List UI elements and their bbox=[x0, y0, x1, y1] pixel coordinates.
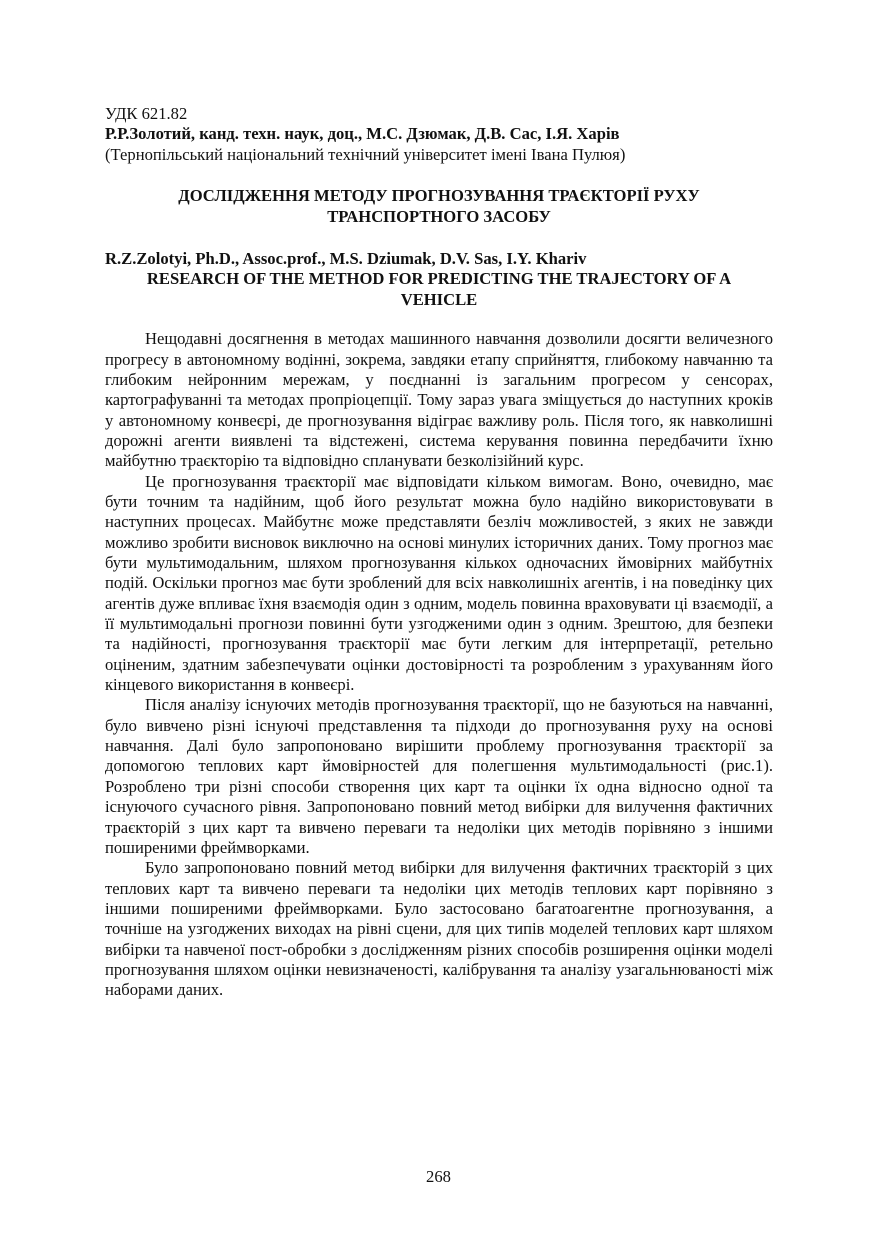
page-number: 268 bbox=[426, 1167, 451, 1186]
article-body bbox=[105, 329, 773, 1000]
affiliation: (Тернопільський національний технічний університет імені Івана Пулюя) bbox=[105, 144, 626, 164]
title-ukrainian bbox=[105, 186, 773, 227]
authors-english: R.Z.Zolotyi, Ph.D., Assoc.prof., M.S. Dziumak, D.V. Sas, I.Y. Khariv bbox=[105, 249, 587, 269]
paragraph: Було запропоновано повний метод вибірки для вилучення фактичних траєкторій з цих теплових карт та вивчено переваги та недоліки цих методів теплових карт порівняно з іншими поширеними фреймворками. Було застосовано багатоагентне прогнозування, а точніше на узгоджених виходах на рівні сцени, для цих типів моделей теплових карт шляхом вибірки та навченої пост-обробки з дослідженням різних способів розширення оцінки моделі прогнозування шляхом оцінки невизначеності, калібрування та аналізу узагальнюваності між наборами даних. bbox=[105, 858, 773, 1000]
title-ukrainian-line-2: ТРАНСПОРТНОГО ЗАСОБУ bbox=[327, 206, 551, 226]
paragraph: Після аналізу існуючих методів прогнозування траєкторії, що не базуються на навчанні, було вивчено різні існуючі представлення та підходи до прогнозування руху на основі навчання. Далі було запропоновано вирішити проблему прогнозування траєкторії за допомогою теплових карт ймовірностей для полегшення мультимодальності (рис.1). Розроблено три різні способи створення цих карт та оцінки їх одна відносно одної та існуючого сучасного рівня. Запропоновано повний метод вибірки для вилучення фактичних траєкторій з цих карт та вивчено переваги та недоліки цих методів порівняно з іншими поширеними фреймворками. bbox=[105, 695, 773, 857]
authors-ukrainian: Р.Р.Золотий, канд. техн. наук, доц., М.С. Дзюмак, Д.В. Сас, І.Я. Харів bbox=[105, 124, 620, 144]
udc-code: УДК 621.82 bbox=[105, 104, 188, 123]
title-ukrainian-line-1: ДОСЛІДЖЕННЯ МЕТОДУ ПРОГНОЗУВАННЯ ТРАЄКТОРІЇ РУХУ bbox=[178, 186, 700, 206]
title-english-line-2: VEHICLE bbox=[400, 289, 478, 309]
paragraph: Нещодавні досягнення в методах машинного навчання дозволили досягти величезного прогресу в автономному водінні, зокрема, завдяки етапу сприйняття, глибокому навчанню та глибоким нейронним мережам, у поєднанні із загальним прогресом у сенсорах, картографуванні та методах пропріоцепції. Тому зараз увага зміщується до наступних кроків у автономному конвеєрі, де прогнозування відіграє важливу роль. Після того, як навколишні дорожні агенти виявлені та відстежені, система керування повинна передбачити їхню майбутню траєкторію та відповідно спланувати безколізійний курс. bbox=[105, 329, 773, 471]
document-page bbox=[105, 104, 773, 1001]
paragraph: Це прогнозування траєкторії має відповідати кільком вимогам. Воно, очевидно, має бути точним та надійним, щоб його результат можна було надійно використовувати в наступних процесах. Майбутнє може представляти безліч можливостей, з яких не завжди можливо зробити висновок виключно на основі минулих історичних даних. Тому прогноз має бути мультимодальним, шляхом прогнозування кількох одночасних ймовірних майбутніх подій. Оскільки прогноз має бути зроблений для всіх навколишніх агентів, і на поведінку цих агентів дуже впливає їхня взаємодія один з одним, модель повинна враховувати ці взаємодії, а її мультимодальні прогнози повинні бути узгодженими один з одним. Зрештою, для безпеки та надійності, прогнозування траєкторії має бути легким для інтерпретації, ретельно оціненим, здатним забезпечувати оцінки достовірності та розробленим з урахуванням його кінцевого використання в конвеєрі. bbox=[105, 471, 773, 695]
title-english-line-1: RESEARCH OF THE METHOD FOR PREDICTING THE TRAJECTORY OF A bbox=[146, 269, 732, 289]
english-header bbox=[105, 249, 773, 310]
